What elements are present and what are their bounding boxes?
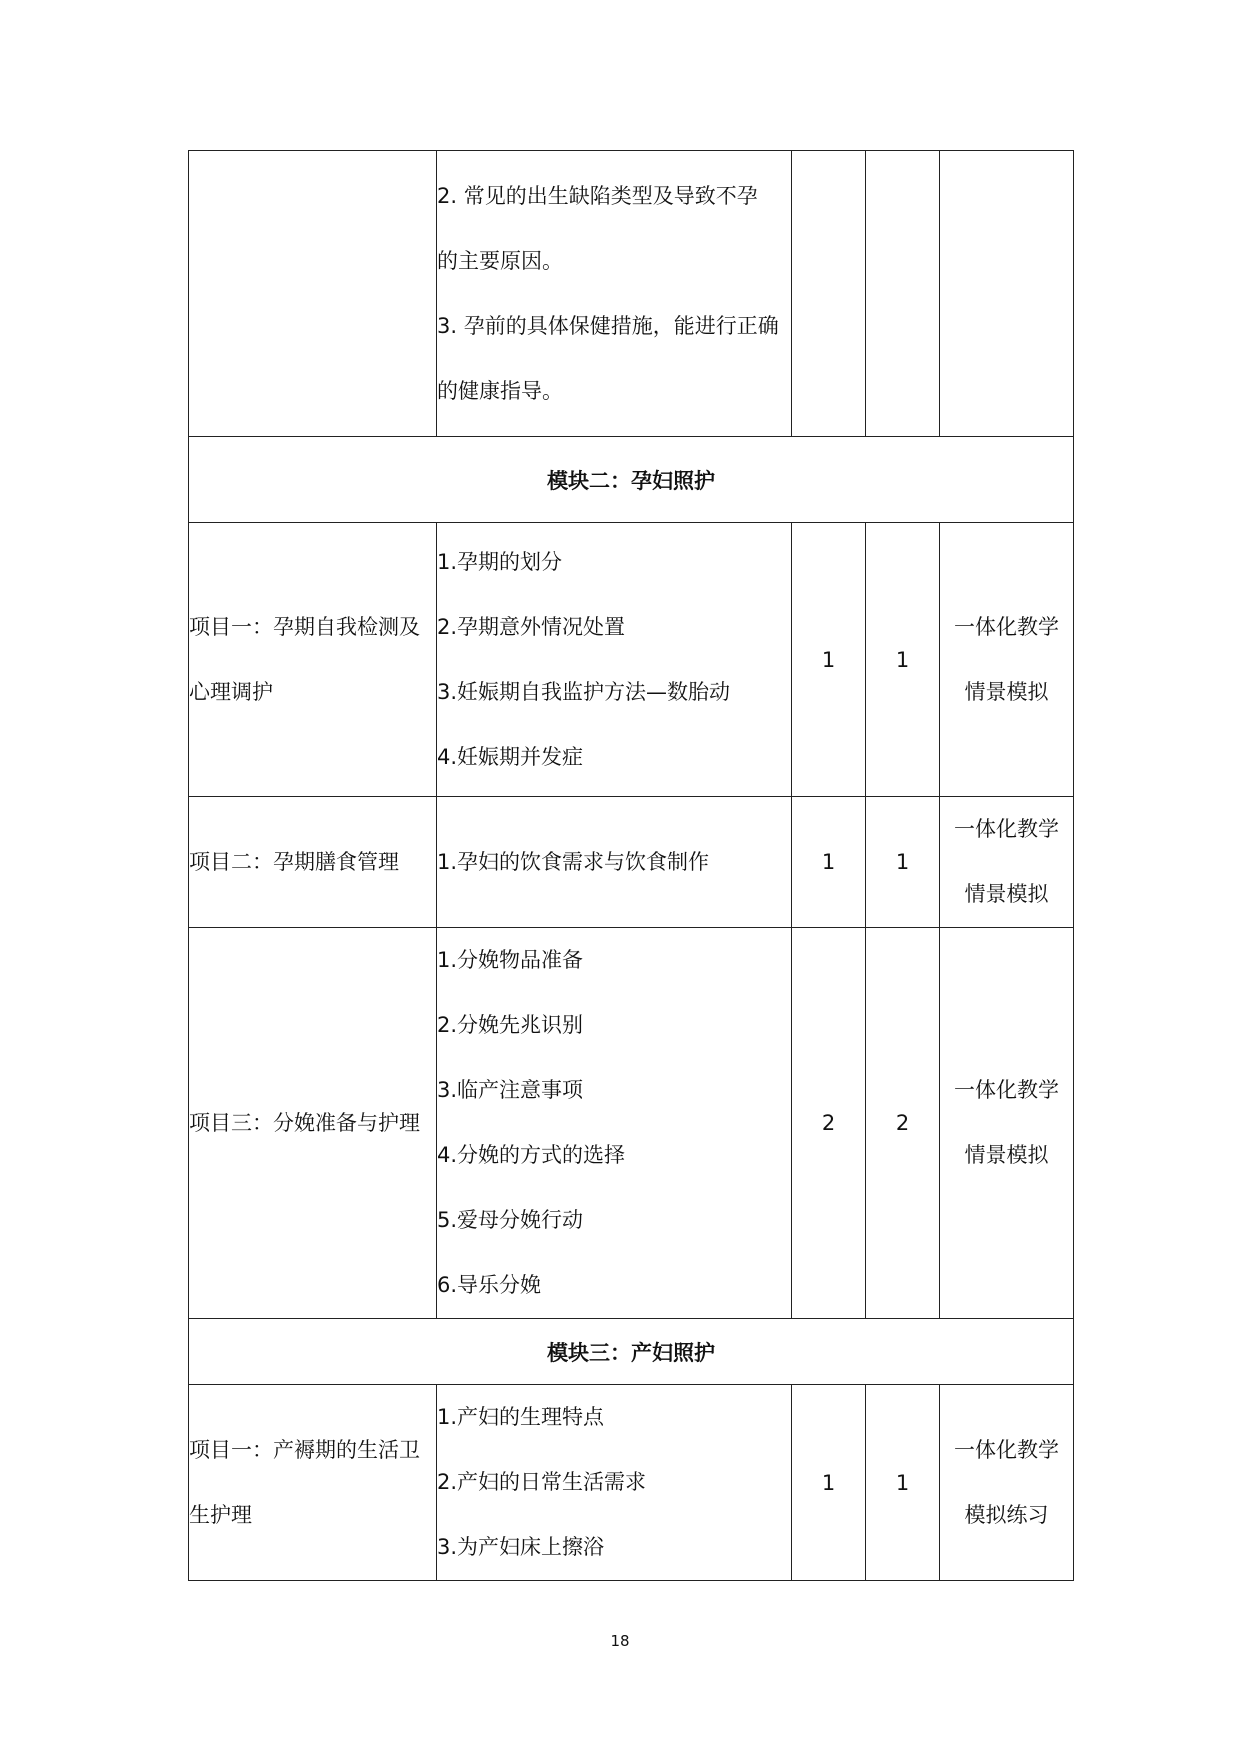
content-line: 的主要原因。 [437, 248, 563, 273]
content-line: 3.临产注意事项 [437, 1078, 584, 1102]
method-line: 一体化教学 [954, 1078, 1059, 1102]
module-title: 模块二：孕妇照护 [189, 437, 1074, 523]
hours-cell: 2 [866, 928, 940, 1319]
method-line: 情景模拟 [964, 882, 1049, 906]
table-row [189, 1385, 1074, 1581]
content-cell [437, 797, 792, 928]
hours-cell: 1 [792, 1385, 866, 1581]
content-line: 1.孕妇的饮食需求与饮食制作 [437, 849, 710, 874]
hours-cell [866, 151, 940, 437]
method-cell [940, 523, 1074, 797]
content-line: 3. 孕前的具体保健措施，能进行正确 [437, 313, 779, 338]
module-header-row [189, 437, 1074, 523]
method-cell [940, 151, 1074, 437]
curriculum-table [188, 150, 1074, 1581]
content-line: 2.孕期意外情况处置 [437, 614, 626, 639]
project-name-cell [189, 1385, 437, 1581]
content-line: 4.妊娠期并发症 [437, 744, 584, 769]
content-line: 1.孕期的划分 [437, 549, 563, 574]
table-row [189, 928, 1074, 1319]
method-line: 一体化教学 [954, 817, 1059, 841]
content-line: 1.分娩物品准备 [437, 948, 584, 972]
content-cell [437, 928, 792, 1319]
content-line: 5.爱母分娩行动 [437, 1208, 584, 1232]
project-name-line: 生护理 [189, 1502, 252, 1527]
method-cell [940, 928, 1074, 1319]
hours-cell: 1 [866, 523, 940, 797]
hours-cell [792, 151, 866, 437]
module-header-row [189, 1319, 1074, 1385]
content-line: 3.妊娠期自我监护方法—数胎动 [437, 679, 731, 704]
hours-cell: 1 [792, 797, 866, 928]
content-line: 2.分娩先兆识别 [437, 1013, 584, 1037]
table-row [189, 151, 1074, 437]
content-cell [437, 523, 792, 797]
method-line: 情景模拟 [964, 679, 1049, 704]
hours-cell: 1 [792, 523, 866, 797]
method-line: 情景模拟 [964, 1143, 1049, 1167]
content-line: 3.为产妇床上擦浴 [437, 1535, 605, 1559]
hours-cell: 1 [866, 797, 940, 928]
hours-cell: 1 [866, 1385, 940, 1581]
content-line: 6.导乐分娩 [437, 1273, 542, 1297]
project-name-line: 心理调护 [189, 679, 273, 704]
module-title: 模块三：产妇照护 [189, 1319, 1074, 1385]
project-name-cell [189, 151, 437, 437]
project-name-line: 项目一：孕期自我检测及 [189, 614, 420, 639]
table-row [189, 797, 1074, 928]
project-name-cell [189, 797, 437, 928]
method-line: 模拟练习 [964, 1502, 1049, 1527]
method-line: 一体化教学 [954, 1437, 1059, 1462]
content-line: 2.产妇的日常生活需求 [437, 1470, 647, 1494]
content-cell [437, 1385, 792, 1581]
project-name-line: 项目二：孕期膳食管理 [189, 849, 399, 874]
content-line: 4.分娩的方式的选择 [437, 1143, 626, 1167]
method-cell [940, 1385, 1074, 1581]
project-name-line: 项目一：产褥期的生活卫 [189, 1437, 420, 1462]
project-name-line: 项目三：分娩准备与护理 [189, 1110, 420, 1135]
method-line: 一体化教学 [954, 614, 1059, 639]
project-name-cell [189, 928, 437, 1319]
method-cell [940, 797, 1074, 928]
table-row [189, 523, 1074, 797]
page-number: 18 [610, 1632, 630, 1650]
project-name-cell [189, 523, 437, 797]
content-line: 的健康指导。 [437, 378, 563, 403]
hours-cell: 2 [792, 928, 866, 1319]
content-line: 1.产妇的生理特点 [437, 1405, 605, 1429]
content-line: 2. 常见的出生缺陷类型及导致不孕 [437, 183, 758, 208]
content-cell [437, 151, 792, 437]
